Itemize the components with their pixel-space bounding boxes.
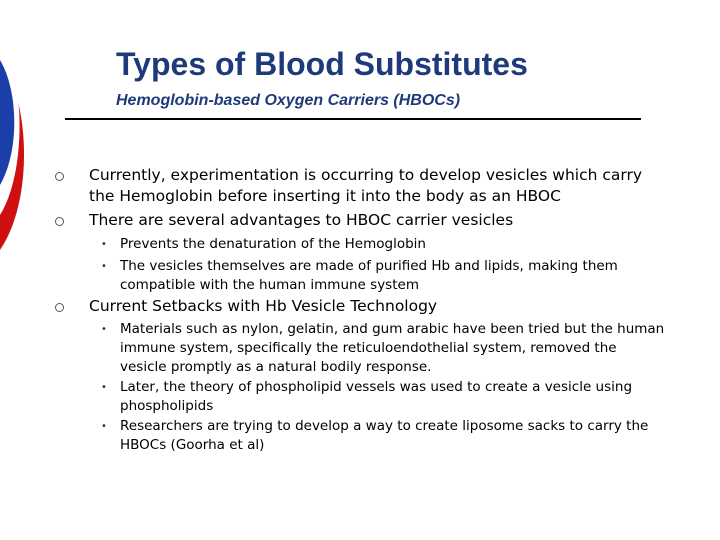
slide-title: Types of Blood Substitutes [116,46,528,82]
decorative-swoosh [0,0,40,260]
bullet-text: Currently, experimentation is occurring to develop vesicles which carry the Hemoglobin before inserting it into the body as an HBOC [89,166,643,205]
sub-bullet-item [101,320,665,377]
dot-bullet-icon: • [101,421,107,432]
sub-bullet-text: Researchers are trying to develop a way to create liposome sacks to carry the HBOCs (Goorha et al) [120,418,649,453]
title-divider [65,118,641,120]
sub-bullet-text: The vesicles themselves are made of purified Hb and lipids, making them compatible with the human immune system [120,258,618,293]
bullet-text: Current Setbacks with Hb Vesicle Technology [89,297,438,315]
dot-bullet-icon: • [101,239,107,250]
sub-bullet-text: Materials such as nylon, gelatin, and gum arabic have been tried but the human immune system, specifically the reticuloendothelial system, removed the vesicle promptly as a natural bodily response. [120,321,665,375]
sub-bullet-text: Later, the theory of phospholipid vessels was used to create a vesicle using phospholipids [120,379,633,414]
bullet-item [89,210,669,231]
bullet-item [89,296,669,317]
sub-bullet-item [101,417,665,455]
sub-bullet-item [101,235,665,254]
sub-bullet-item [101,378,665,416]
dot-bullet-icon: • [101,261,107,272]
dot-bullet-icon: • [101,382,107,393]
sub-bullet-text: Prevents the denaturation of the Hemoglobin [120,236,426,252]
slide-subtitle: Hemoglobin-based Oxygen Carriers (HBOCs) [116,92,461,109]
dot-bullet-icon: • [101,324,107,335]
bullet-item [89,165,669,207]
bullet-text: There are several advantages to HBOC carrier vesicles [89,211,514,229]
circle-bullet-icon [55,217,64,226]
sub-bullet-item [101,257,665,295]
circle-bullet-icon [55,172,64,181]
circle-bullet-icon [55,303,64,312]
